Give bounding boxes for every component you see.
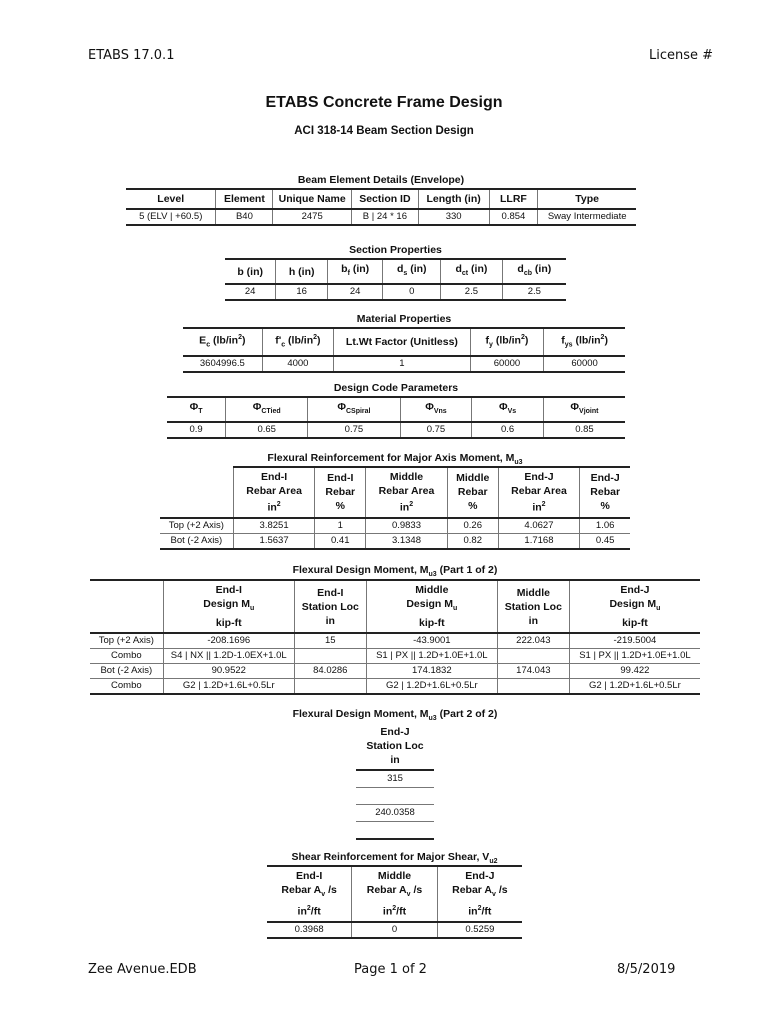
table-cell: 1.06: [580, 518, 630, 534]
table-cell: S1 | PX || 1.2D+1.0E+1.0L: [366, 649, 497, 664]
row-label: Top (+2 Axis): [160, 518, 233, 534]
col-header-phi-t: $\Phi_T$: [167, 397, 226, 422]
col-header: Middle Rebar $A_v$ /s $in^2/ft$: [352, 866, 437, 922]
beam-element-table: [126, 188, 636, 226]
table-row: [356, 788, 434, 805]
app-version: ETABS 17.0.1: [88, 48, 175, 63]
col-header: Middle Design $M_u$ kip-ft: [366, 580, 497, 633]
table-cell: 1.5637: [233, 533, 315, 549]
col-header-ltwt: Lt.Wt Factor (Unitless): [334, 328, 471, 356]
table-cell: G2 | 1.2D+1.6L+0.5Lr: [163, 679, 294, 695]
table-cell: 0.75: [400, 422, 472, 438]
table-cell: 222.043: [497, 633, 569, 649]
table-cell: 1: [334, 356, 471, 372]
row-label: Bot (-2 Axis): [90, 664, 163, 679]
flexural-reinf-table: [160, 466, 630, 550]
table-row: [356, 770, 434, 788]
table-cell: 16: [276, 284, 328, 300]
page-subtitle: ACI 318-14 Beam Section Design: [294, 125, 474, 137]
flexural-moment-2-caption: Flexural Design Moment, $M_{u3}$ (Part 2 of 2): [292, 708, 498, 723]
table-cell: 84.0286: [294, 664, 366, 679]
table-cell: 4.0627: [498, 518, 580, 534]
table-cell: 0.3968: [267, 922, 352, 938]
col-header: End-J Rebar Area $in^2$: [498, 467, 580, 518]
table-cell: S1 | PX || 1.2D+1.0E+1.0L: [569, 649, 700, 664]
col-header: Element: [216, 189, 273, 209]
table-cell: 60000: [470, 356, 543, 372]
table-cell: 3.8251: [233, 518, 315, 534]
table-cell: 0.85: [543, 422, 625, 438]
table-cell: G2 | 1.2D+1.6L+0.5Lr: [569, 679, 700, 695]
section-properties-caption: Section Properties: [349, 244, 442, 256]
footer-file: Zee Avenue.EDB: [88, 962, 197, 977]
table-cell: 99.422: [569, 664, 700, 679]
table-cell: 0.65: [226, 422, 308, 438]
table-cell: 174.1832: [366, 664, 497, 679]
table-row: [90, 633, 700, 649]
col-header-ec: $E_c$ $(lb/in^2)$: [183, 328, 262, 356]
table-row: [90, 649, 700, 664]
table-cell: 0.75: [308, 422, 400, 438]
col-header-fys: $f_{ys}$ $(lb/in^2)$: [544, 328, 625, 356]
table-cell: S4 | NX || 1.2D-1.0EX+1.0L: [163, 649, 294, 664]
col-header: Middle Rebar Area $in^2$: [366, 467, 448, 518]
page-title: ETABS Concrete Frame Design: [265, 94, 503, 111]
table-cell: [294, 679, 366, 695]
col-header-phi-vjoint: $\Phi_{Vjoint}$: [543, 397, 625, 422]
col-header: Middle Rebar %: [447, 467, 498, 518]
col-header-fc: $f'_c$ $(lb/in^2)$: [262, 328, 333, 356]
col-header: Type: [538, 189, 636, 209]
table-cell: 2.5: [502, 284, 566, 300]
table-cell: G2 | 1.2D+1.6L+0.5Lr: [366, 679, 497, 695]
col-header-phi-ctied: $\Phi_{CTied}$: [226, 397, 308, 422]
table-row: [90, 679, 700, 695]
table-row: [90, 664, 700, 679]
shear-reinf-table: [267, 865, 522, 939]
col-header: End-I Rebar $A_v$ /s $in^2/ft$: [267, 866, 352, 922]
flexural-reinf-caption: Flexural Reinforcement for Major Axis Moment, $M_{u3}$: [267, 452, 523, 467]
table-cell: 0.82: [447, 533, 498, 549]
table-cell: [497, 649, 569, 664]
table-row: [356, 805, 434, 822]
col-header: End-I Station Loc in: [294, 580, 366, 633]
row-label: Bot (-2 Axis): [160, 533, 233, 549]
table-row: [160, 533, 630, 549]
table-cell: 4000: [262, 356, 333, 372]
section-properties-table: [225, 258, 566, 301]
table-cell: [294, 649, 366, 664]
table-cell: 0.9: [167, 422, 226, 438]
table-cell: 3.1348: [366, 533, 448, 549]
col-header: End-I Rebar Area $in^2$: [233, 467, 315, 518]
table-cell: 240.0358: [356, 805, 434, 822]
table-cell: 0: [383, 284, 441, 300]
table-cell: 90.9522: [163, 664, 294, 679]
row-label: Top (+2 Axis): [90, 633, 163, 649]
row-label: Combo: [90, 679, 163, 695]
col-header: End-J Design $M_u$ kip-ft: [569, 580, 700, 633]
table-cell: B | 24 * 16: [352, 209, 419, 225]
table-row: [167, 422, 625, 438]
table-cell: 60000: [544, 356, 625, 372]
beam-element-caption: Beam Element Details (Envelope): [297, 174, 465, 186]
table-cell: 2.5: [441, 284, 503, 300]
col-header-phi-vns: $\Phi_{Vns}$: [400, 397, 472, 422]
table-row: [126, 209, 636, 225]
table-row: [225, 284, 566, 300]
table-cell: -219.5004: [569, 633, 700, 649]
table-cell: 2475: [273, 209, 352, 225]
col-header: Section ID: [352, 189, 419, 209]
col-header-blank: [160, 467, 233, 518]
flexural-moment-1-caption: Flexural Design Moment, $M_{u3}$ (Part 1 of 2): [292, 564, 498, 579]
col-header: End-J Rebar $A_v$ /s $in^2/ft$: [437, 866, 522, 922]
col-header: End-I Rebar %: [315, 467, 366, 518]
table-cell: -208.1696: [163, 633, 294, 649]
table-cell: Sway Intermediate: [538, 209, 636, 225]
table-cell: 0.9833: [366, 518, 448, 534]
col-header-b: b (in): [225, 259, 276, 284]
table-cell: 3604996.5: [183, 356, 262, 372]
table-cell: 0: [352, 922, 437, 938]
table-cell: 24: [225, 284, 276, 300]
table-cell: 315: [356, 770, 434, 788]
table-cell: 0.5259: [437, 922, 522, 938]
col-header-phi-cspiral: $\Phi_{CSpiral}$: [308, 397, 400, 422]
flexural-moment-2-table: [356, 723, 434, 840]
table-cell: 0.45: [580, 533, 630, 549]
table-cell: 15: [294, 633, 366, 649]
col-header: End-J Station Loc in: [356, 723, 434, 770]
col-header-dcb: $d_{cb}$ (in): [502, 259, 566, 284]
footer-page: Page 1 of 2: [354, 962, 427, 977]
col-header-bf: $b_f$ (in): [327, 259, 382, 284]
table-row: [267, 922, 522, 938]
shear-reinf-caption: Shear Reinforcement for Major Shear, $V_{u2}$: [291, 851, 498, 866]
table-cell: [356, 788, 434, 805]
col-header-h: h (in): [276, 259, 328, 284]
material-properties-table: [183, 327, 625, 373]
footer-date: 8/5/2019: [617, 962, 676, 977]
table-cell: 1: [315, 518, 366, 534]
row-label: Combo: [90, 649, 163, 664]
col-header-fy: $f_y$ $(lb/in^2)$: [470, 328, 543, 356]
col-header: LLRF: [489, 189, 538, 209]
col-header-dct: $d_{ct}$ (in): [441, 259, 503, 284]
table-cell: 0.41: [315, 533, 366, 549]
col-header: Length (in): [418, 189, 489, 209]
table-cell: 5 (ELV | +60.5): [126, 209, 216, 225]
table-row: [183, 356, 625, 372]
flexural-moment-1-table: [90, 579, 700, 695]
col-header: Level: [126, 189, 216, 209]
license-label: License #: [649, 48, 714, 63]
table-cell: 24: [327, 284, 382, 300]
table-cell: [497, 679, 569, 695]
design-code-table: [167, 396, 625, 439]
col-header: End-J Rebar %: [580, 467, 630, 518]
table-cell: 330: [418, 209, 489, 225]
table-cell: 1.7168: [498, 533, 580, 549]
col-header: Unique Name: [273, 189, 352, 209]
col-header-phi-vs: $\Phi_{Vs}$: [472, 397, 544, 422]
col-header-blank: [90, 580, 163, 633]
col-header: End-I Design $M_u$ kip-ft: [163, 580, 294, 633]
table-cell: [356, 822, 434, 840]
table-cell: 0.6: [472, 422, 544, 438]
table-row: [160, 518, 630, 534]
material-properties-caption: Material Properties: [356, 313, 452, 325]
col-header-ds: $d_s$ (in): [383, 259, 441, 284]
table-cell: 0.26: [447, 518, 498, 534]
table-cell: -43.9001: [366, 633, 497, 649]
table-cell: 174.043: [497, 664, 569, 679]
table-row: [356, 822, 434, 840]
table-cell: B40: [216, 209, 273, 225]
design-code-caption: Design Code Parameters: [333, 382, 459, 394]
table-cell: 0.854: [489, 209, 538, 225]
col-header: Middle Station Loc in: [497, 580, 569, 633]
